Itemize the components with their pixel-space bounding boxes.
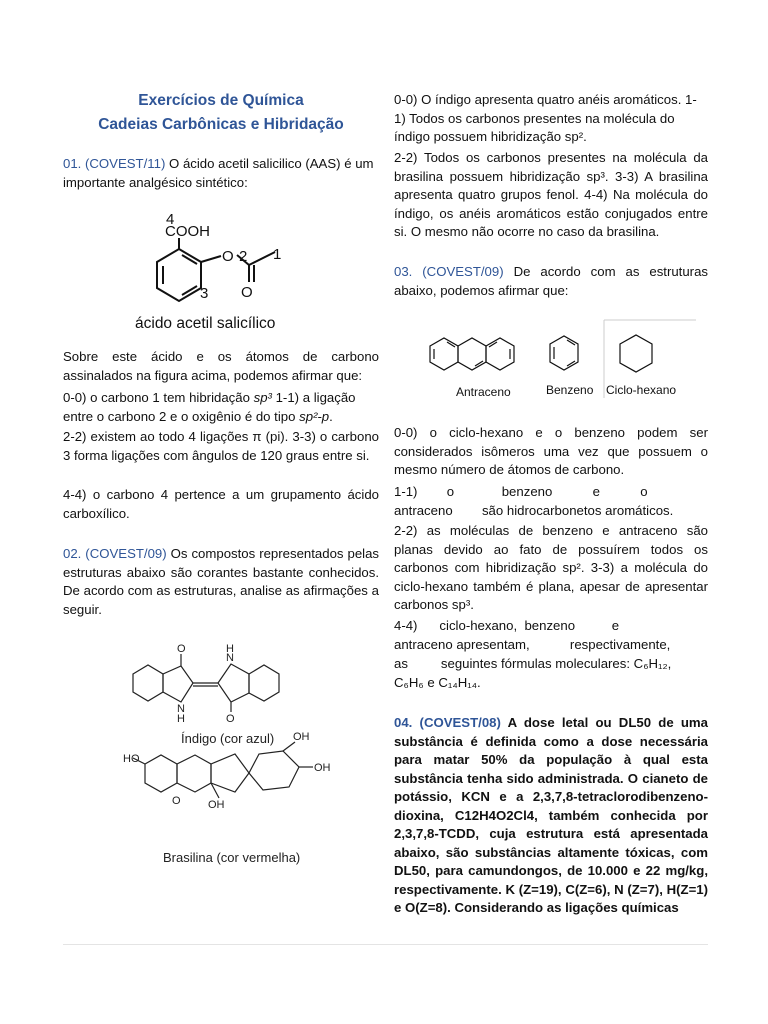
indigo-left-pyrrole xyxy=(163,666,193,702)
indigo-brasilina-figure xyxy=(123,636,353,871)
indigo-brasilina-svg xyxy=(123,636,353,871)
q01-item-00-b: 1-1) a ligação entre o carbono 2 e o oxigênio é do tipo xyxy=(63,390,356,424)
brasilina-labels xyxy=(123,731,331,865)
q03-item-44-line3: as seguintes fórmulas moleculares: C₆H₁₂, xyxy=(394,656,672,671)
brasilina-pyran-ring xyxy=(177,755,211,792)
brasilina-o-ring: O xyxy=(172,795,181,807)
q01-item-00 xyxy=(63,389,379,426)
ciclohexano-ring xyxy=(620,335,652,372)
q03-intro-text: De acordo com as estruturas abaixo, podemos afirmar que: xyxy=(394,264,708,298)
indigo-h-left: H xyxy=(177,713,185,725)
ciclohexano-bonds xyxy=(620,335,652,372)
aas-c1-label: 1 xyxy=(273,246,282,263)
ciclohexano-label: Ciclo-hexano xyxy=(606,383,677,397)
aas-structure-svg xyxy=(133,212,323,337)
q03-item-22: 2-2) as moléculas de benzeno e antraceno são planas devido ao fato de possuírem todos os carbonos com hibridização sp². 3-3) a molécula do ciclo-hexano também é plana, apesar de apresentar carbonos sp³. xyxy=(394,523,708,612)
aas-o-bond xyxy=(201,256,221,262)
antraceno-label: Antraceno xyxy=(456,385,511,399)
indigo-bonds xyxy=(133,654,279,712)
q03-structures-svg xyxy=(426,318,696,403)
brasilina-oh-mid: OH xyxy=(208,799,225,811)
brasilina-catechol-ring xyxy=(249,751,299,790)
q01-item-00-sp3: sp³ xyxy=(253,390,272,405)
brasilina-oh-right: OH xyxy=(314,762,331,774)
q03-item-44-line1: 4-4) ciclo-hexano, benzeno e xyxy=(394,618,620,633)
q02-item-22: 2-2) Todos os carbonos presentes na molécula da brasilina possuem hibridização sp³. 3-3) A brasilina apresenta quatro grupos fenol. 4-4) Na molécula do índigo, os anéis aromáticos estão conjugados entre si. O mesmo não ocorre no caso da brasilina. xyxy=(394,150,708,239)
q04-number: 04. (COVEST/08) xyxy=(394,715,501,730)
q03-item-44-line2: antraceno apresentam, respectivamente, xyxy=(394,637,671,652)
q01-intro xyxy=(63,155,379,192)
brasilina-caption: Brasilina (cor vermelha) xyxy=(163,850,301,865)
antraceno-ring-2 xyxy=(458,338,486,370)
q02-item-00: 0-0) O índigo apresenta quatro anéis aromáticos. 1-1) Todos os carbonos presentes na molécula do índigo possuem hibridização sp². xyxy=(394,92,697,144)
q01-item-22: 2-2) existem ao todo 4 ligações π (pi). 3-3) o carbono 3 forma ligações com ângulos de 120 graus entre si. xyxy=(63,429,379,463)
indigo-right-pyrrole xyxy=(218,664,249,702)
indigo-right-benzene xyxy=(249,665,279,701)
q01-item-00-c: . xyxy=(329,408,333,424)
antraceno-db-3 xyxy=(475,361,483,366)
indigo-left-benzene xyxy=(133,665,163,701)
aas-c3-label: 3 xyxy=(200,285,209,302)
aas-caption: ácido acetil salicílico xyxy=(135,315,276,332)
q03-structures-figure xyxy=(426,318,696,403)
page-subtitle: Cadeias Carbônicas e Hibridação xyxy=(98,116,344,133)
aas-methyl-bond xyxy=(249,252,275,265)
page-bottom-rule xyxy=(63,944,708,945)
q01-item-00-sp2p: sp²-p xyxy=(299,408,330,424)
aas-o2-label: O xyxy=(241,284,253,301)
brasilina-oh-top-bond xyxy=(283,742,295,751)
q04-text xyxy=(394,714,708,918)
q02-number: 02. (COVEST/09) xyxy=(63,546,167,561)
q03-labels xyxy=(456,383,676,399)
brasilina-bonds xyxy=(133,742,313,798)
q01-stem: Sobre este ácido e os átomos de carbono assinalados na figura acima, podemos afirmar que: xyxy=(63,349,379,383)
brasilina-ho-left: HO xyxy=(123,753,140,765)
q02-intro-text: Os compostos representados pelas estruturas abaixo são corantes bastante conhecidos. De acordo com as estruturas, analise as afirmações a seguir. xyxy=(63,546,380,617)
benzeno-bonds xyxy=(550,336,578,370)
benzeno-label: Benzeno xyxy=(546,383,594,397)
aas-structure-figure xyxy=(133,212,323,337)
indigo-o-top: O xyxy=(177,643,186,655)
page-title: Exercícios de Química xyxy=(138,92,304,109)
q03-item-00: 0-0) o ciclo-hexano e o benzeno podem ser considerados isômeros uma vez que possuem o mesmo número de átomos de carbono. xyxy=(394,425,708,477)
benzeno-db-3 xyxy=(567,340,575,345)
antraceno-bonds xyxy=(430,338,514,370)
indigo-n-right: N xyxy=(226,652,234,664)
aas-cooh-label: COOH xyxy=(165,223,210,240)
antraceno-db-2 xyxy=(447,342,455,347)
q03-item-44-line4: C₆H₆ e C₁₄H₁₄. xyxy=(394,675,481,690)
aas-c2-label: 2 xyxy=(239,248,248,265)
q04-body: A dose letal ou DL50 de uma substância é definida como a dose necessária para matar 50% da população à qual esta substância tenha sido administrada. O cianeto de potássio, KCN e a 2,3,7,8-tetraclorodibenzeno- dioxina, C12H4O2Cl4, também conhecida por 2,3,7,8-TCDD, cuja estrutura está apresentada abaixo, são substâncias altamente tóxicas, com DL50, para camundongos, de 10.000 e 22 mg/kg, respectivamente. K (Z=19), C(Z=6), N (Z=7), H(Z=1) e O(Z=8). Considerando as ligações químicas xyxy=(394,715,708,915)
aas-c4-label: 4 xyxy=(166,212,175,228)
q01-item-44: 4-4) o carbono 4 pertence a um grupamento ácido carboxílico. xyxy=(63,487,379,521)
q01-intro-text: O ácido acetil salicilico (AAS) é um importante analgésico sintético: xyxy=(63,156,374,190)
aas-bonds xyxy=(157,238,275,301)
indigo-o-bottom: O xyxy=(226,713,235,725)
antraceno-db-4 xyxy=(489,342,497,347)
q01-item-00-a: 0-0) o carbono 1 tem hibridação xyxy=(63,390,254,405)
q03-item-11-line1: 1-1) o benzeno e o xyxy=(394,484,648,499)
benzeno-db-2 xyxy=(567,361,575,366)
brasilina-phenol-ring xyxy=(145,755,177,792)
q03-intro xyxy=(394,263,708,300)
indigo-caption: Índigo (cor azul) xyxy=(181,731,275,746)
brasilina-cyclopentane xyxy=(211,754,249,792)
brasilina-oh-top: OH xyxy=(293,731,310,743)
indigo-n-left: N xyxy=(177,703,185,715)
indigo-h-right: H xyxy=(226,643,234,655)
q01-number: 01. (COVEST/11) xyxy=(63,156,166,171)
q03-item-11-line2: antraceno são hidrocarbonetos aromáticos. xyxy=(394,503,674,518)
aas-o1-label: O xyxy=(222,248,234,265)
q02-intro xyxy=(63,545,379,619)
q03-number: 03. (COVEST/09) xyxy=(394,264,504,279)
